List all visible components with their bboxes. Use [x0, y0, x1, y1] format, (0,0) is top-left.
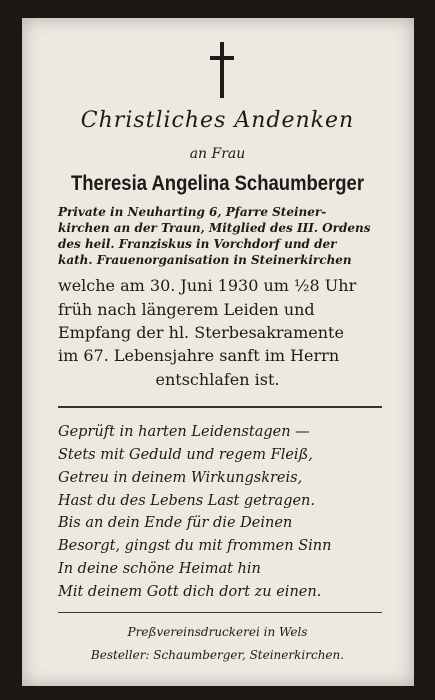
- poem-line: Mit deinem Gott dich dort zu einen.: [58, 584, 322, 600]
- death-line: im 67. Lebensjahre sanft im Herrn: [58, 346, 340, 365]
- description-line: Private in Neuharting 6, Pfarre Steiner-: [58, 205, 327, 219]
- poem-line: Stets mit Geduld und regem Fleiß,: [58, 447, 313, 463]
- card-heading: Christliches Andenken: [80, 108, 355, 133]
- divider: [58, 406, 382, 408]
- deceased-name: Theresia Angelina Schaumberger: [70, 172, 365, 195]
- poem-line: In deine schöne Heimat hin: [58, 561, 261, 577]
- poem-line: Getreu in deinem Wirkungskreis,: [58, 470, 303, 486]
- description-line: des heil. Franziskus in Vorchdorf und der: [58, 237, 337, 251]
- divider: [58, 612, 382, 613]
- description-line: kath. Frauenorganisation in Steinerkirchen: [58, 253, 352, 267]
- death-line: welche am 30. Juni 1930 um ½8 Uhr: [58, 276, 357, 295]
- death-line: früh nach längerem Leiden und: [58, 300, 315, 319]
- death-line: Empfang der hl. Sterbesakramente: [58, 323, 344, 342]
- salutation: an Frau: [189, 146, 246, 162]
- orderer-credit: Besteller: Schaumberger, Steinerkirchen.: [90, 648, 345, 662]
- cross-icon: [210, 42, 234, 98]
- poem-line: Geprüft in harten Leidenstagen —: [58, 424, 310, 440]
- poem-line: Bis an dein Ende für die Deinen: [58, 515, 293, 531]
- poem-line: Besorgt, gingst du mit frommen Sinn: [58, 538, 332, 554]
- description-line: kirchen an der Traun, Mitglied des III. Ordens: [58, 221, 371, 235]
- printer-credit: Preßvereinsdruckerei in Wels: [127, 625, 308, 639]
- poem-line: Hast du des Lebens Last getragen.: [58, 493, 315, 509]
- death-line: entschlafen ist.: [155, 370, 280, 389]
